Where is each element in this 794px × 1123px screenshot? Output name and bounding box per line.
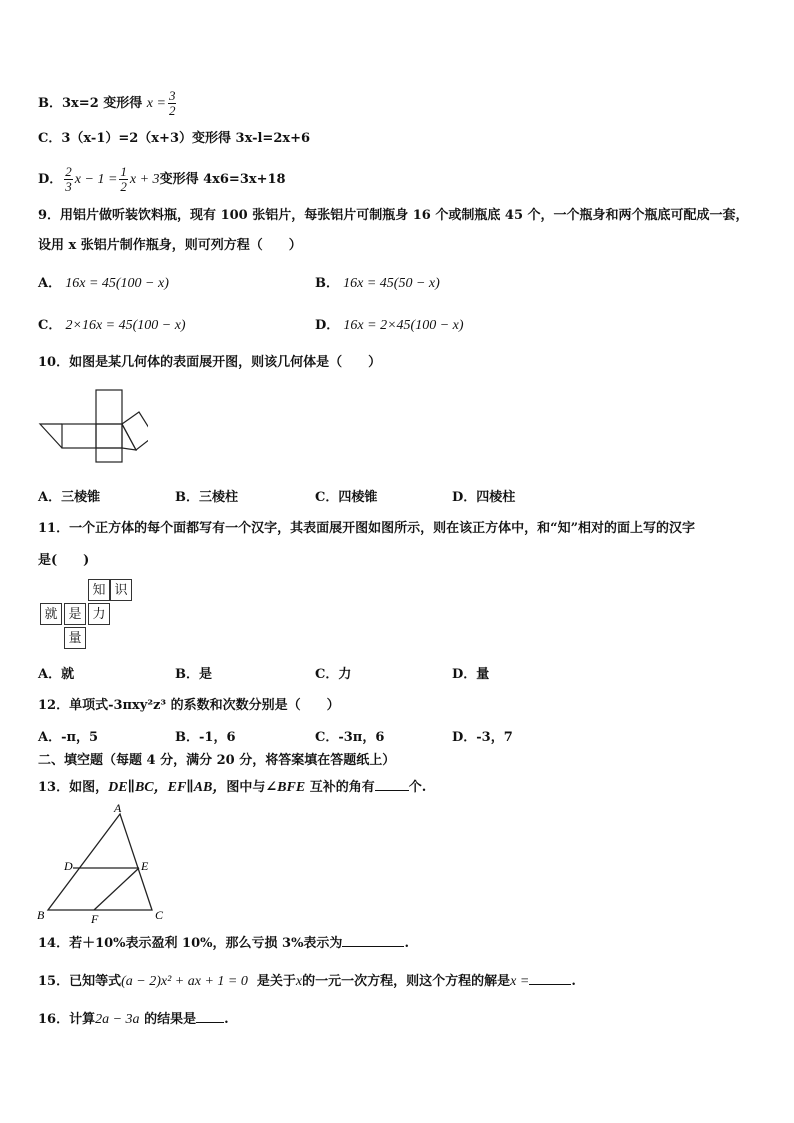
fraction: $\frac{1}{2}$ <box>120 164 127 194</box>
math-expr: x = <box>146 96 166 111</box>
q8-option-d <box>38 165 286 194</box>
q15-stem: 15．已知等式(a − 2)x² + ax + 1 = 0 是关于x的一元一次方程，则这个方程的解是x = . <box>38 974 576 989</box>
q10-option-c: C．四棱锥 <box>315 490 378 505</box>
math-expr: x − 1 = <box>74 172 118 187</box>
q12-option-a: A．-π，5 <box>38 730 99 745</box>
option-label: D． <box>38 172 63 187</box>
q9-option-a: A． 16x = 45(100 − x) <box>38 276 169 291</box>
q11-stem-line2: 是( ) <box>38 553 90 568</box>
q9-option-b: B． 16x = 45(50 − x) <box>315 276 440 291</box>
net-cell-liang: 量 <box>64 627 86 649</box>
q16-stem: 16．计算2a − 3a 的结果是 . <box>38 1012 229 1027</box>
q12-option-b: B．-1，6 <box>175 730 236 745</box>
option-text: 3（x-1）=2（x+3）变形得 3x-l=2x+6 <box>61 131 311 146</box>
q10-net-figure <box>36 388 148 474</box>
q12-option-d: D．-3，7 <box>452 730 513 745</box>
point-label-e: E <box>141 859 149 873</box>
fraction: $\frac{2}{3}$ <box>65 164 72 194</box>
q10-option-a: A．三棱锥 <box>38 490 101 505</box>
net-cell-li: 力 <box>88 603 110 625</box>
fraction: $\frac{3}{2}$ <box>168 88 176 118</box>
net-cell-shi: 识 <box>110 579 132 601</box>
net-cell-jiu: 就 <box>40 603 62 625</box>
q13-triangle-figure <box>34 800 174 926</box>
point-label-a: A <box>114 801 122 815</box>
q9-stem-line2: 设用 x 张铝片制作瓶身，则可列方程（ ） <box>38 238 302 253</box>
q10-stem: 10．如图是某几何体的表面展开图，则该几何体是（ ） <box>38 355 382 370</box>
point-label-f: F <box>91 912 99 926</box>
q11-option-d: D．量 <box>452 667 490 682</box>
point-label-c: C <box>155 908 164 922</box>
q12-stem: 12．单项式-3πxy²z³ 的系数和次数分别是（ ） <box>38 698 340 713</box>
q8-option-b <box>38 89 178 118</box>
math-expr: x + 3 <box>129 172 160 187</box>
point-label-b: B <box>37 908 45 922</box>
q10-option-b: B．三棱柱 <box>175 490 239 505</box>
q14-stem: 14．若＋10%表示盈利 10%，那么亏损 3%表示为 . <box>38 936 409 951</box>
q9-option-d: D． 16x = 2×45(100 − x) <box>315 318 464 333</box>
option-text: 变形得 4x6=3x+18 <box>159 172 286 187</box>
net-cell-shi2: 是 <box>64 603 86 625</box>
q11-option-c: C．力 <box>315 667 352 682</box>
net-cell-zhi: 知 <box>88 579 110 601</box>
section-title: 二、填空题（每题 4 分，满分 20 分，将答案填在答题纸上） <box>38 753 396 768</box>
q8-option-c <box>38 131 310 147</box>
q13-stem: 13．如图，DE∥BC，EF∥AB，图中与∠BFE 互补的角有 个. <box>38 780 427 795</box>
q11-option-b: B．是 <box>175 667 213 682</box>
point-label-d: D <box>64 859 73 873</box>
q9-stem-line1: 9．用铝片做听装饮料瓶，现有 100 张铝片，每张铝片可制瓶身 16 个或制瓶底 45 个，一个瓶身和两个瓶底可配成一套， <box>38 208 749 223</box>
q11-option-a: A．就 <box>38 667 75 682</box>
option-text: 3x=2 变形得 <box>62 96 143 111</box>
option-label: C． <box>38 131 62 146</box>
q11-stem-line1: 11．一个正方体的每个面都写有一个汉字，其表面展开图如图所示，则在该正方体中，和“知”相对的面上写的汉字 <box>38 521 696 536</box>
option-label: B． <box>38 96 62 111</box>
q12-option-c: C．-3π，6 <box>315 730 385 745</box>
q10-option-d: D．四棱柱 <box>452 490 516 505</box>
q11-cube-net <box>38 579 138 653</box>
q9-option-c: C． 2×16x = 45(100 − x) <box>38 318 186 333</box>
